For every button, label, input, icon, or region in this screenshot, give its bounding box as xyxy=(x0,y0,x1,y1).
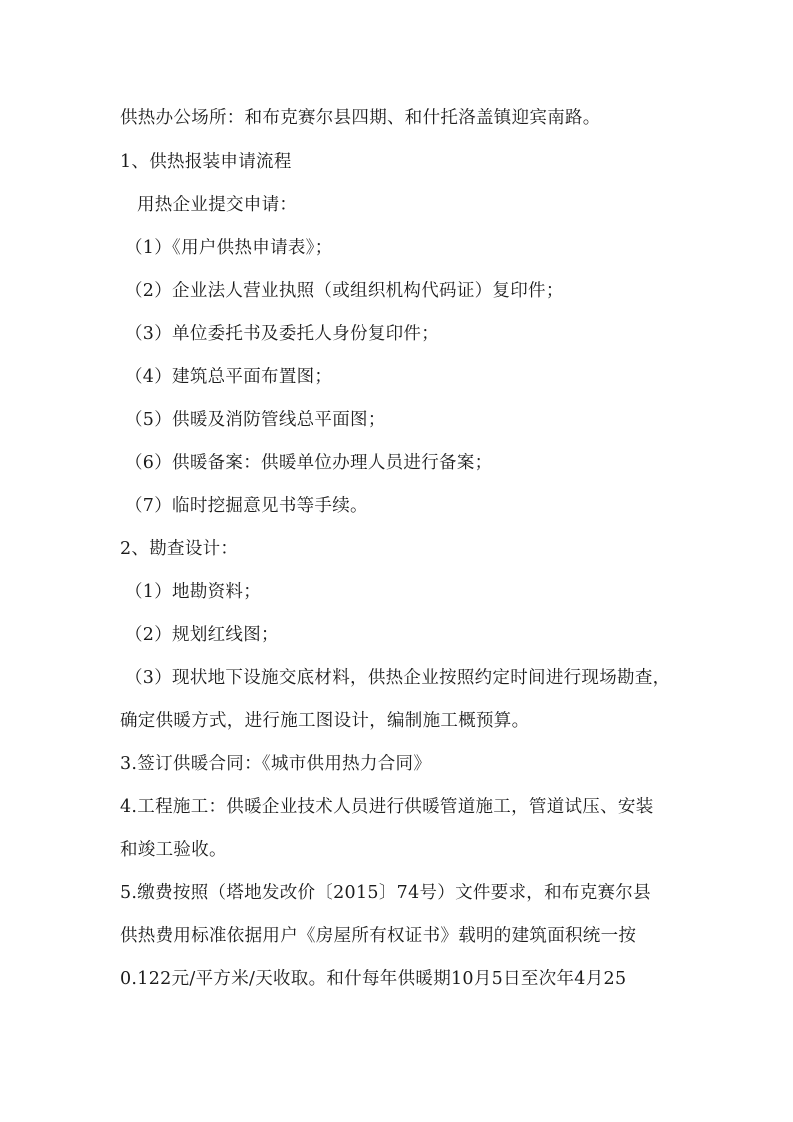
list-item: （2）规划红线图； xyxy=(125,625,279,645)
list-item: （1）地勘资料； xyxy=(125,582,262,602)
office-location-line: 供热办公场所：和布克赛尔县四期、和什托洛盖镇迎宾南路。 xyxy=(120,108,601,128)
section-4-heading: 4.工程施工：供暖企业技术人员进行供暖管道施工，管道试压、安装 xyxy=(120,797,654,817)
list-item: （4）建筑总平面布置图； xyxy=(125,367,333,387)
list-item: （5）供暖及消防管线总平面图； xyxy=(125,410,386,430)
paragraph-continuation: 供热费用标准依据用户《房屋所有权证书》载明的建筑面积统一按 xyxy=(120,926,637,946)
paragraph-continuation: 和竣工验收。 xyxy=(120,840,227,860)
list-item: （7）临时挖掘意见书等手续。 xyxy=(125,496,368,516)
section-2-heading: 2、勘查设计： xyxy=(120,539,239,559)
list-item: （3）现状地下设施交底材料，供热企业按照约定时间进行现场勘查， xyxy=(125,668,671,688)
list-item: （3）单位委托书及委托人身份复印件； xyxy=(125,324,440,344)
application-intro: 用热企业提交申请： xyxy=(137,195,298,215)
list-item: （1）《用户供热申请表》； xyxy=(125,238,333,258)
section-3-heading: 3.签订供暖合同：《城市供用热力合同》 xyxy=(120,754,432,774)
paragraph-continuation: 确定供暖方式，进行施工图设计，编制施工概预算。 xyxy=(120,711,530,731)
section-1-heading: 1、供热报装申请流程 xyxy=(120,152,292,172)
list-item: （2）企业法人营业执照（或组织机构代码证）复印件； xyxy=(125,281,564,301)
list-item: （6）供暖备案：供暖单位办理人员进行备案； xyxy=(125,453,493,473)
paragraph-continuation: 0.122元/平方米/天收取。和什每年供暖期10月5日至次年4月25 xyxy=(120,969,627,989)
section-5-heading: 5.缴费按照（塔地发改价〔2015〕74号）文件要求，和布克赛尔县 xyxy=(120,883,651,903)
